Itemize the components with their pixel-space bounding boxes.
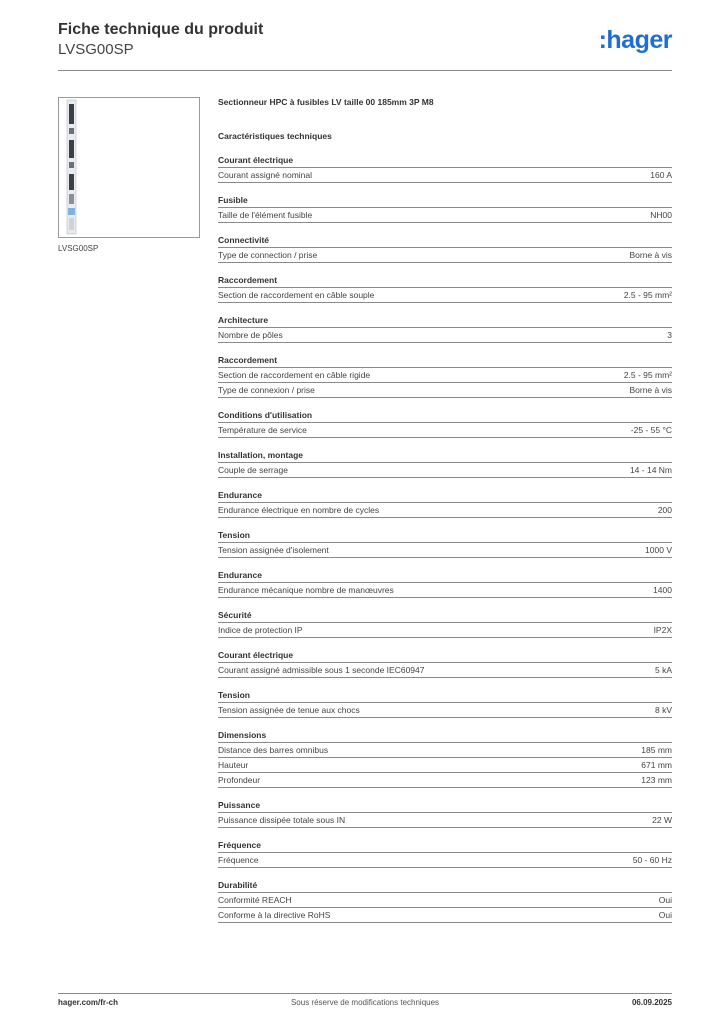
product-image (58, 97, 200, 238)
spec-row (218, 663, 672, 678)
spec-label: Puissance dissipée totale sous IN (218, 815, 346, 825)
technical-characteristics-heading: Caractéristiques techniques (218, 131, 332, 141)
spec-value: Oui (658, 895, 672, 905)
spec-section (218, 274, 672, 303)
spec-label: Profondeur (218, 775, 261, 785)
spec-row (218, 623, 672, 638)
spec-label: Conformité REACH (218, 895, 292, 905)
hager-logo (599, 26, 672, 55)
section-title: Conditions d'utilisation (218, 409, 672, 423)
spec-row (218, 288, 672, 303)
spec-value: 671 mm (641, 760, 672, 770)
spec-section (218, 489, 672, 518)
spec-row (218, 773, 672, 788)
spec-label: Distance des barres omnibus (218, 745, 329, 755)
spec-section (218, 314, 672, 343)
spec-value: 8 kV (654, 705, 672, 715)
spec-row (218, 543, 672, 558)
spec-row (218, 168, 672, 183)
spec-row (218, 908, 672, 923)
spec-row (218, 328, 672, 343)
page-header (58, 20, 672, 68)
spec-value: 160 A (650, 170, 672, 180)
section-title: Puissance (218, 799, 672, 813)
spec-label: Endurance électrique en nombre de cycles (218, 505, 380, 515)
spec-label: Courant assigné nominal (218, 170, 313, 180)
spec-value: 1400 (653, 585, 672, 595)
spec-value: Borne à vis (629, 250, 672, 260)
image-caption: LVSG00SP (58, 244, 99, 253)
spec-value: 2.5 - 95 mm² (623, 370, 672, 380)
spec-row (218, 703, 672, 718)
section-title: Tension (218, 689, 672, 703)
spec-value: 2.5 - 95 mm² (623, 290, 672, 300)
spec-section (218, 649, 672, 678)
spec-value: -25 - 55 °C (630, 425, 672, 435)
spec-label: Tension assignée d'isolement (218, 545, 329, 555)
header-divider (58, 70, 672, 71)
spec-label: Hauteur (218, 760, 249, 770)
spec-section (218, 729, 672, 788)
spec-label: Indice de protection IP (218, 625, 303, 635)
spec-label: Endurance mécanique nombre de manœuvres (218, 585, 394, 595)
spec-section (218, 689, 672, 718)
spec-section (218, 529, 672, 558)
document-title: Fiche technique du produit (58, 21, 264, 38)
spec-section (218, 799, 672, 828)
spec-value: 1000 V (645, 545, 672, 555)
spec-row (218, 368, 672, 383)
spec-label: Température de service (218, 425, 307, 435)
spec-label: Type de connexion / prise (218, 385, 315, 395)
section-title: Courant électrique (218, 154, 672, 168)
spec-section (218, 154, 672, 183)
spec-value: Borne à vis (629, 385, 672, 395)
spec-value: 185 mm (641, 745, 672, 755)
logo-prefix: : (598, 26, 607, 54)
spec-label: Couple de serrage (218, 465, 288, 475)
spec-row (218, 503, 672, 518)
spec-value: Oui (658, 910, 672, 920)
section-title: Durabilité (218, 879, 672, 893)
spec-row (218, 893, 672, 908)
spec-row (218, 463, 672, 478)
spec-section (218, 879, 672, 923)
spec-row (218, 423, 672, 438)
spec-label: Courant assigné admissible sous 1 seconde IEC60947 (218, 665, 425, 675)
section-title: Fusible (218, 194, 672, 208)
spec-row (218, 208, 672, 223)
spec-section (218, 409, 672, 438)
section-title: Architecture (218, 314, 672, 328)
spec-row (218, 853, 672, 868)
specification-content (218, 95, 672, 923)
spec-value: 5 kA (654, 665, 672, 675)
spec-section (218, 234, 672, 263)
spec-section (218, 354, 672, 398)
product-description: Sectionneur HPC à fusibles LV taille 00 185mm 3P M8 (218, 97, 434, 107)
fuse-disconnector-image (59, 98, 199, 237)
spec-label: Taille de l'élément fusible (218, 210, 313, 220)
section-title: Raccordement (218, 354, 672, 368)
spec-row (218, 813, 672, 828)
spec-label: Type de connection / prise (218, 250, 318, 260)
product-reference: LVSG00SP (58, 41, 134, 58)
spec-row (218, 758, 672, 773)
spec-section (218, 839, 672, 868)
spec-value: 3 (667, 330, 672, 340)
spec-section (218, 609, 672, 638)
spec-label: Fréquence (218, 855, 259, 865)
section-title: Endurance (218, 489, 672, 503)
spec-row (218, 248, 672, 263)
spec-label: Tension assignée de tenue aux chocs (218, 705, 360, 715)
spec-value: 22 W (652, 815, 672, 825)
spec-label: Nombre de pôles (218, 330, 283, 340)
footer-notice: Sous réserve de modifications techniques (290, 998, 440, 1007)
page-footer (58, 998, 672, 1010)
spec-sections (218, 154, 672, 923)
section-title: Endurance (218, 569, 672, 583)
spec-label: Section de raccordement en câble souple (218, 290, 375, 300)
spec-value: 50 - 60 Hz (632, 855, 672, 865)
spec-value: NH00 (650, 210, 672, 220)
spec-label: Section de raccordement en câble rigide (218, 370, 371, 380)
spec-value: 200 (657, 505, 672, 515)
section-title: Sécurité (218, 609, 672, 623)
section-title: Dimensions (218, 729, 672, 743)
spec-section (218, 449, 672, 478)
section-title: Courant électrique (218, 649, 672, 663)
logo-text: hager (606, 26, 672, 54)
section-title: Raccordement (218, 274, 672, 288)
footer-website: hager.com/fr-ch (58, 998, 119, 1007)
spec-value: IP2X (653, 625, 672, 635)
spec-value: 123 mm (641, 775, 672, 785)
spec-row (218, 383, 672, 398)
spec-section (218, 569, 672, 598)
spec-value: 14 - 14 Nm (629, 465, 672, 475)
footer-divider (58, 993, 672, 994)
spec-row (218, 743, 672, 758)
spec-label: Conforme à la directive RoHS (218, 910, 331, 920)
section-title: Fréquence (218, 839, 672, 853)
section-title: Installation, montage (218, 449, 672, 463)
spec-section (218, 194, 672, 223)
section-title: Connectivité (218, 234, 672, 248)
section-title: Tension (218, 529, 672, 543)
spec-row (218, 583, 672, 598)
footer-date: 06.09.2025 (631, 998, 672, 1007)
